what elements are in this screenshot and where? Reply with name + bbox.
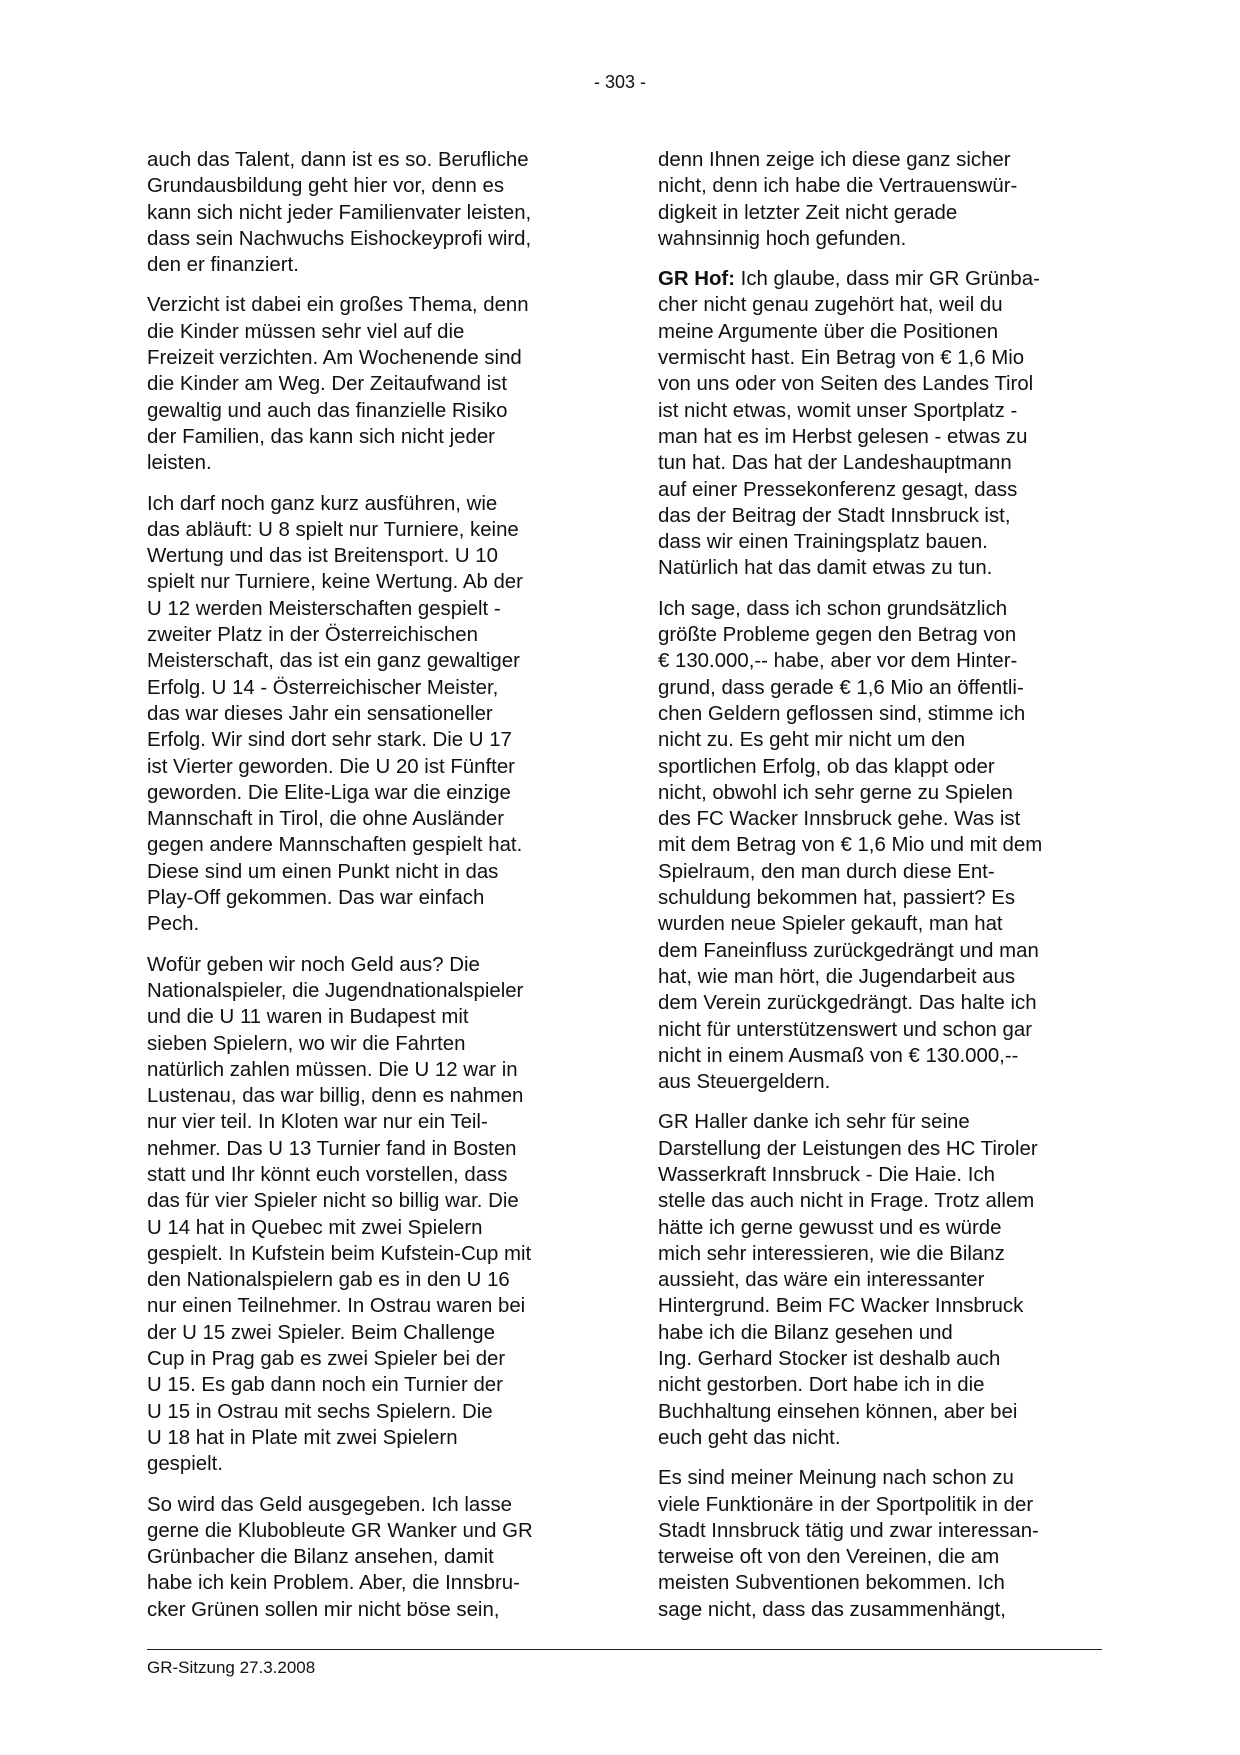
paragraph: GR Haller danke ich sehr für seine Darstellung der Leistungen des HC Tiroler Wasserkraft Innsbruck - Die Haie. Ich stelle das auch nicht in Frage. Trotz allem hätte ich gerne gewusst und es würde mich sehr interessieren, wie die Bilanz aussieht, das wäre ein interessanter Hintergrund. Beim FC Wacker Innsbruck habe ich die Bilanz gesehen und Ing. Gerhard Stocker ist deshalb auch nicht gestorben. Dort habe ich in die Buchhaltung einsehen können, aber bei euch geht das nicht. <box>658 1111 1038 1449</box>
paragraph: Ich sage, dass ich schon grundsätzlich größte Probleme gegen den Betrag von € 130.000,-- habe, aber vor dem Hinter- grund, dass gerade € 1,6 Mio an öffentli- chen Geldern geflossen sind, stimme ich nicht zu. Es geht mir nicht um den sportlichen Erfolg, ob das klappt oder nicht, obwohl ich sehr gerne zu Spielen des FC Wacker Innsbruck gehe. Was ist mit dem Betrag von € 1,6 Mio und mit dem Spielraum, den man durch diese Ent- schuldung bekommen hat, passiert? Es wurden neue Spieler gekauft, man hat dem Faneinfluss zurückgedrängt und man hat, wie man hört, die Jugendarbeit aus dem Verein zurückgedrängt. Das halte ich nicht für unterstützenswert und schon gar nicht in einem Ausmaß von € 130.000,-- aus Steuergeldern. <box>658 597 1043 1094</box>
paragraph: Es sind meiner Meinung nach schon zu viele Funktionäre in der Sportpolitik in der Stadt Innsbruck tätig und zwar interessan- terweise oft von den Vereinen, die am meisten Subventionen bekommen. Ich sage nicht, dass das zusammenhängt, <box>658 1467 1039 1621</box>
paragraph: denn Ihnen zeige ich diese ganz sicher nicht, denn ich habe die Vertrauenswür- digkeit in letzter Zeit nicht gerade wahnsinnig hoch gefunden. <box>658 149 1018 250</box>
page-number: - 303 - <box>593 72 647 92</box>
paragraph: So wird das Geld ausgegeben. Ich lasse gerne die Klubobleute GR Wanker und GR Grünbacher die Bilanz ansehen, damit habe ich kein Problem. Aber, die Innsbru- cker Grünen sollen mir nicht böse sein, <box>147 1493 533 1621</box>
paragraph: Ich darf noch ganz kurz ausführen, wie das abläuft: U 8 spielt nur Turniere, keine Wertung und das ist Breitensport. U 10 spielt nur Turniere, keine Wertung. Ab der U 12 werden Meisterschaften gespielt - zweiter Platz in der Österreichischen Meisterschaft, das ist ein ganz gewaltiger Erfolg. U 14 - Österreichischer Meister, das war dieses Jahr ein sensationeller Erfolg. Wir sind dort sehr stark. Die U 17 ist Vierter geworden. Die U 20 ist Fünfter geworden. Die Elite-Liga war die einzige Mannschaft in Tirol, die ohne Ausländer gegen andere Mannschaften gespielt hat. Diese sind um einen Punkt nicht in das Play-Off gekommen. Das war einfach Pech. <box>147 492 523 936</box>
speaker-text: Ich glaube, dass mir GR Grünba- cher nicht genau zugehört hat, weil du meine Argumente über die Positionen vermischt hast. Ein Betrag von € 1,6 Mio von uns oder von Seiten des Landes Tirol ist nicht etwas, womit unser Sportplatz - man hat es im Herbst gelesen - etwas zu tun hat. Das hat der Landeshauptmann auf einer Pressekonferenz gesagt, dass das der Beitrag der Stadt Innsbruck ist, dass wir einen Trainingsplatz bauen. Natürlich hat das damit etwas zu tun. <box>658 268 1040 580</box>
left-column <box>147 147 587 1637</box>
footer-text: GR-Sitzung 27.3.2008 <box>147 1658 316 1677</box>
paragraph: Verzicht ist dabei ein großes Thema, denn die Kinder müssen sehr viel auf die Freizeit verzichten. Am Wochenende sind die Kinder am Weg. Der Zeitaufwand ist gewaltig und auch das finanzielle Risiko der Familien, das kann sich nicht jeder leisten. <box>147 294 529 475</box>
speaker-paragraph <box>658 266 1104 582</box>
footer-divider <box>147 1649 1102 1650</box>
speaker-name: GR Hof: <box>658 268 736 291</box>
paragraph: auch das Talent, dann ist es so. Berufliche Grundausbildung geht hier vor, denn es kann sich nicht jeder Familienvater leisten, dass sein Nachwuchs Eishockeyprofi wird, den er finanziert. <box>147 149 532 277</box>
paragraph: Wofür geben wir noch Geld aus? Die Nationalspieler, die Jugendnationalspieler und die U 11 waren in Budapest mit sieben Spielern, wo wir die Fahrten natürlich zahlen müssen. Die U 12 war in Lustenau, das war billig, denn es nahmen nur vier teil. In Kloten war nur ein Teil- nehmer. Das U 13 Turnier fand in Bosten statt und Ihr könnt euch vorstellen, dass das für vier Spieler nicht so billig war. Die U 14 hat in Quebec mit zwei Spielern gespielt. In Kufstein beim Kufstein-Cup mit den Nationalspielern gab es in den U 16 nur einen Teilnehmer. In Ostrau waren bei der U 15 zwei Spieler. Beim Challenge Cup in Prag gab es zwei Spieler bei der U 15. Es gab dann noch ein Turnier der U 15 in Ostrau mit sechs Spielern. Die U 18 hat in Plate mit zwei Spielern gespielt. <box>147 953 532 1476</box>
right-column <box>658 147 1104 1637</box>
